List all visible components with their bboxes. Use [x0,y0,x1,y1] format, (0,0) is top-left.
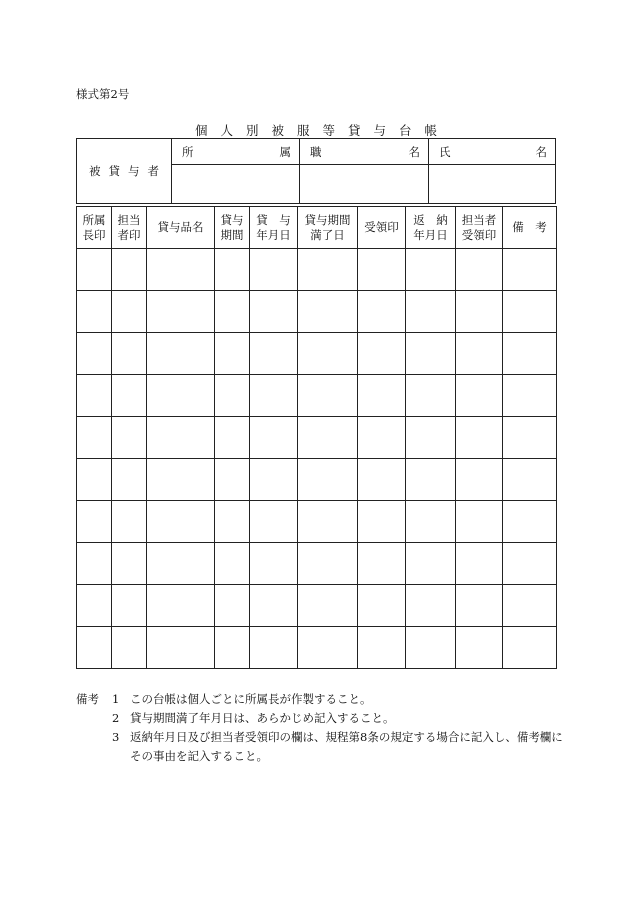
table-cell[interactable] [250,333,298,375]
table-cell[interactable] [298,333,358,375]
col-header-item-name: 貸与品名 [147,207,215,249]
table-cell[interactable] [77,501,112,543]
table-cell[interactable] [112,291,147,333]
table-cell[interactable] [112,375,147,417]
table-cell[interactable] [406,333,456,375]
col-header-receipt-seal: 受領印 [358,207,406,249]
table-cell[interactable] [358,417,406,459]
table-cell[interactable] [358,333,406,375]
table-cell[interactable] [503,459,557,501]
table-row [77,585,557,627]
table-cell[interactable] [77,375,112,417]
table-cell[interactable] [456,627,503,669]
table-cell[interactable] [147,627,215,669]
table-cell[interactable] [358,249,406,291]
table-cell[interactable] [77,459,112,501]
table-cell[interactable] [503,417,557,459]
col-header-loan-date: 貸 与 年月日 [250,207,298,249]
affiliation-label-2: 属 [279,144,291,159]
table-cell[interactable] [406,417,456,459]
table-body [77,249,557,669]
table-cell[interactable] [250,417,298,459]
table-cell[interactable] [77,627,112,669]
table-cell[interactable] [112,249,147,291]
note-number: 1 [112,692,120,706]
table-cell[interactable] [147,459,215,501]
table-cell[interactable] [250,585,298,627]
note-text: 返納年月日及び担当者受領印の欄は、規程第8条の規定する場合に記入し、備考欄にその事由を記入すること。 [130,730,563,763]
table-row [77,459,557,501]
table-cell[interactable] [250,543,298,585]
table-cell[interactable] [406,585,456,627]
table-cell[interactable] [215,627,250,669]
table-row [77,417,557,459]
table-cell[interactable] [358,375,406,417]
borrower-label-text: 被貸与者 [89,164,167,178]
table-cell[interactable] [77,543,112,585]
page-title: 個人別被服等貸与台帳 [194,123,450,138]
table-cell[interactable] [503,501,557,543]
table-cell[interactable] [456,459,503,501]
table-row [77,291,557,333]
table-cell[interactable] [147,333,215,375]
table-row [77,627,557,669]
table-cell[interactable] [358,501,406,543]
name-label-1: 氏 [439,144,451,159]
table-cell[interactable] [358,585,406,627]
table-cell[interactable] [456,249,503,291]
col-header-staff-seal: 担当 者印 [112,207,147,249]
table-cell[interactable] [215,585,250,627]
table-cell[interactable] [456,417,503,459]
table-cell[interactable] [215,333,250,375]
table-cell[interactable] [298,543,358,585]
table-cell[interactable] [456,375,503,417]
table-cell[interactable] [112,417,147,459]
form-number: 様式第2号 [76,87,130,101]
table-cell[interactable] [147,543,215,585]
notes-section [76,690,566,766]
table-cell[interactable] [112,333,147,375]
table-row [77,249,557,291]
table-cell[interactable] [298,375,358,417]
col-header-return-date: 返 納 年月日 [406,207,456,249]
notes-heading: 備考 [76,692,99,706]
table-cell[interactable] [250,501,298,543]
table-cell[interactable] [456,291,503,333]
table-cell[interactable] [77,417,112,459]
affiliation-header [172,139,300,165]
col-header-expiry-date: 貸与期間 満了日 [298,207,358,249]
table-cell[interactable] [298,417,358,459]
table-cell[interactable] [503,627,557,669]
name-field[interactable] [429,165,555,203]
table-cell[interactable] [503,543,557,585]
note-item [76,690,566,709]
col-header-loan-period: 貸与 期間 [215,207,250,249]
position-label-1: 職 [310,144,322,159]
table-cell[interactable] [406,375,456,417]
table-cell[interactable] [298,501,358,543]
table-cell[interactable] [77,291,112,333]
table-cell[interactable] [250,291,298,333]
table-row [77,543,557,585]
table-cell[interactable] [503,333,557,375]
table-cell[interactable] [406,291,456,333]
table-cell[interactable] [250,627,298,669]
table-cell[interactable] [112,543,147,585]
note-number: 3 [112,730,120,744]
table-cell[interactable] [112,585,147,627]
position-header [300,139,429,165]
table-cell[interactable] [503,375,557,417]
table-cell[interactable] [147,417,215,459]
table-cell[interactable] [215,501,250,543]
position-field[interactable] [300,165,429,203]
table-cell[interactable] [215,459,250,501]
table-cell[interactable] [147,291,215,333]
borrower-label [77,139,172,203]
table-cell[interactable] [112,459,147,501]
table-cell[interactable] [456,543,503,585]
col-header-staff-receipt-seal: 担当者 受領印 [456,207,503,249]
table-cell[interactable] [358,291,406,333]
table-cell[interactable] [250,459,298,501]
table-cell[interactable] [503,249,557,291]
table-cell[interactable] [406,459,456,501]
table-cell[interactable] [112,501,147,543]
table-cell[interactable] [215,249,250,291]
table-cell[interactable] [503,291,557,333]
table-cell[interactable] [112,627,147,669]
table-row [77,375,557,417]
table-header-row [77,207,557,249]
note-item [76,728,566,766]
table-cell[interactable] [250,375,298,417]
table-cell[interactable] [456,501,503,543]
name-label-2: 名 [535,144,547,159]
table-cell[interactable] [298,249,358,291]
table-cell[interactable] [456,585,503,627]
table-cell[interactable] [298,585,358,627]
affiliation-label-1: 所 [182,144,194,159]
table-cell[interactable] [147,249,215,291]
note-item [76,709,566,728]
table-cell[interactable] [298,627,358,669]
position-label-2: 名 [408,144,420,159]
table-row [77,333,557,375]
name-header [429,139,555,165]
table-cell[interactable] [250,249,298,291]
table-cell[interactable] [358,543,406,585]
table-cell[interactable] [358,459,406,501]
table-cell[interactable] [215,417,250,459]
table-cell[interactable] [147,375,215,417]
table-row [77,501,557,543]
table-cell[interactable] [406,543,456,585]
table-cell[interactable] [147,585,215,627]
table-cell[interactable] [503,585,557,627]
table-cell[interactable] [215,291,250,333]
table-cell[interactable] [406,249,456,291]
table-cell[interactable] [358,627,406,669]
table-cell[interactable] [406,627,456,669]
table-cell[interactable] [77,333,112,375]
table-cell[interactable] [406,501,456,543]
table-cell[interactable] [456,333,503,375]
table-cell[interactable] [77,249,112,291]
note-text: この台帳は個人ごとに所属長が作製すること。 [130,692,372,706]
affiliation-field[interactable] [172,165,300,203]
table-cell[interactable] [298,459,358,501]
table-cell[interactable] [215,375,250,417]
table-cell[interactable] [77,585,112,627]
note-text: 貸与期間満了年月日は、あらかじめ記入すること。 [130,711,395,725]
table-cell[interactable] [215,543,250,585]
col-header-remarks: 備 考 [503,207,557,249]
table-cell[interactable] [298,291,358,333]
borrower-section [76,138,556,204]
loan-ledger-table [76,206,557,669]
col-header-dept-head-seal: 所属 長印 [77,207,112,249]
note-number: 2 [112,711,120,725]
table-cell[interactable] [147,501,215,543]
